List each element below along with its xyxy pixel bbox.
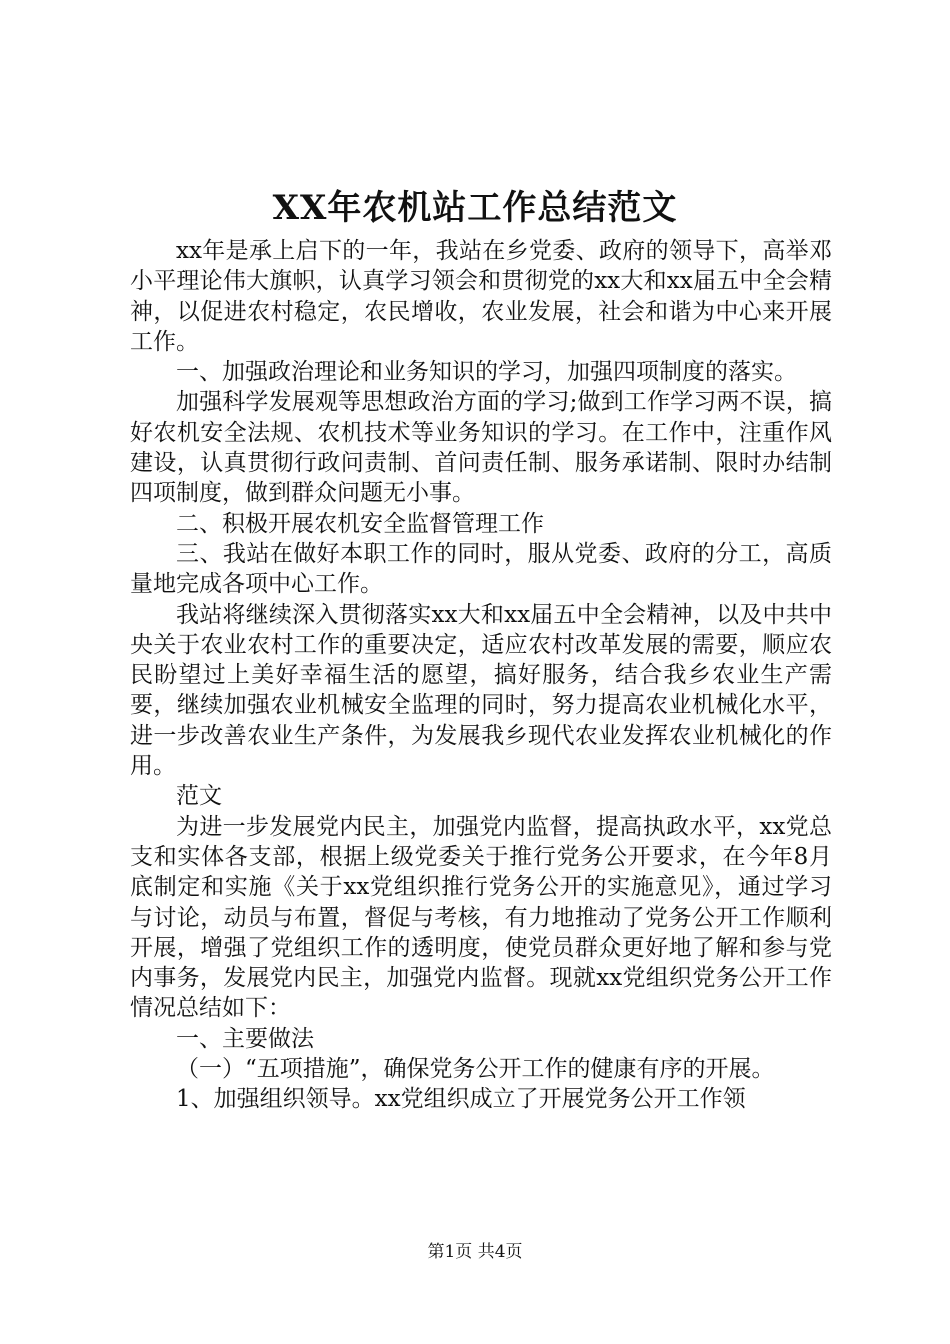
paragraph-outlook: 我站将继续深入贯彻落实xx大和xx届五中全会精神，以及中共中央关于农业农村工作的重要决定，适应农村改革发展的需要，顺应农民盼望过上美好幸福生活的愿望，搞好服务，结合我乡农业生产需要，继续加强农业机械安全监理的同时，努力提高农业机械化水平，进一步改善农业生产条件，为发展我乡现代农业发挥农业机械化的作用。 bbox=[130, 601, 832, 780]
paragraph-heading-1: 一、加强政治理论和业务知识的学习，加强四项制度的落实。 bbox=[176, 359, 797, 386]
paragraph-sample-label: 范文 bbox=[176, 783, 222, 810]
paragraph-leadership: 1、加强组织领导。xx党组织成立了开展党务公开工作领 bbox=[176, 1086, 746, 1113]
paragraph-party-affairs: 为进一步发展党内民主，加强党内监督，提高执政水平，xx党总支和实体各支部，根据上级党委关于推行党务公开要求，在今年8月底制定和实施《关于xx党组织推行党务公开的实施意见》，通过学习与讨论，动员与布置，督促与考核，有力地推动了党务公开工作顺利开展，增强了党组织工作的透明度，使党员群众更好地了解和参与党内事务，发展党内民主，加强党内监督。现就xx党组织党务公开工作情况总结如下： bbox=[130, 813, 832, 1022]
paragraph-main-practices: 一、主要做法 bbox=[176, 1025, 314, 1052]
document-body bbox=[130, 236, 832, 1115]
paragraph-heading-3: 三、我站在做好本职工作的同时，服从党委、政府的分工，高质量地完成各项中心工作。 bbox=[130, 540, 832, 598]
paragraph-five-measures: （一）“五项措施”，确保党务公开工作的健康有序的开展。 bbox=[176, 1056, 775, 1083]
paragraph-heading-2: 二、积极开展农机安全监督管理工作 bbox=[176, 510, 544, 537]
paragraph-study: 加强科学发展观等思想政治方面的学习;做到工作学习两不误，搞好农机安全法规、农机技术等业务知识的学习。在工作中，注重作风建设，认真贯彻行政问责制、首问责任制、服务承诺制、限时办结制四项制度，做到群众问题无小事。 bbox=[130, 389, 832, 507]
paragraph-intro: xx年是承上启下的一年，我站在乡党委、政府的领导下，高举邓小平理论伟大旗帜，认真学习领会和贯彻党的xx大和xx届五中全会精神，以促进农村稳定，农民增收，农业发展，社会和谐为中心来开展工作。 bbox=[130, 238, 832, 355]
page-footer: 第1页 共4页 bbox=[427, 1242, 523, 1262]
document-title: XX年农机站工作总结范文 bbox=[272, 188, 678, 228]
